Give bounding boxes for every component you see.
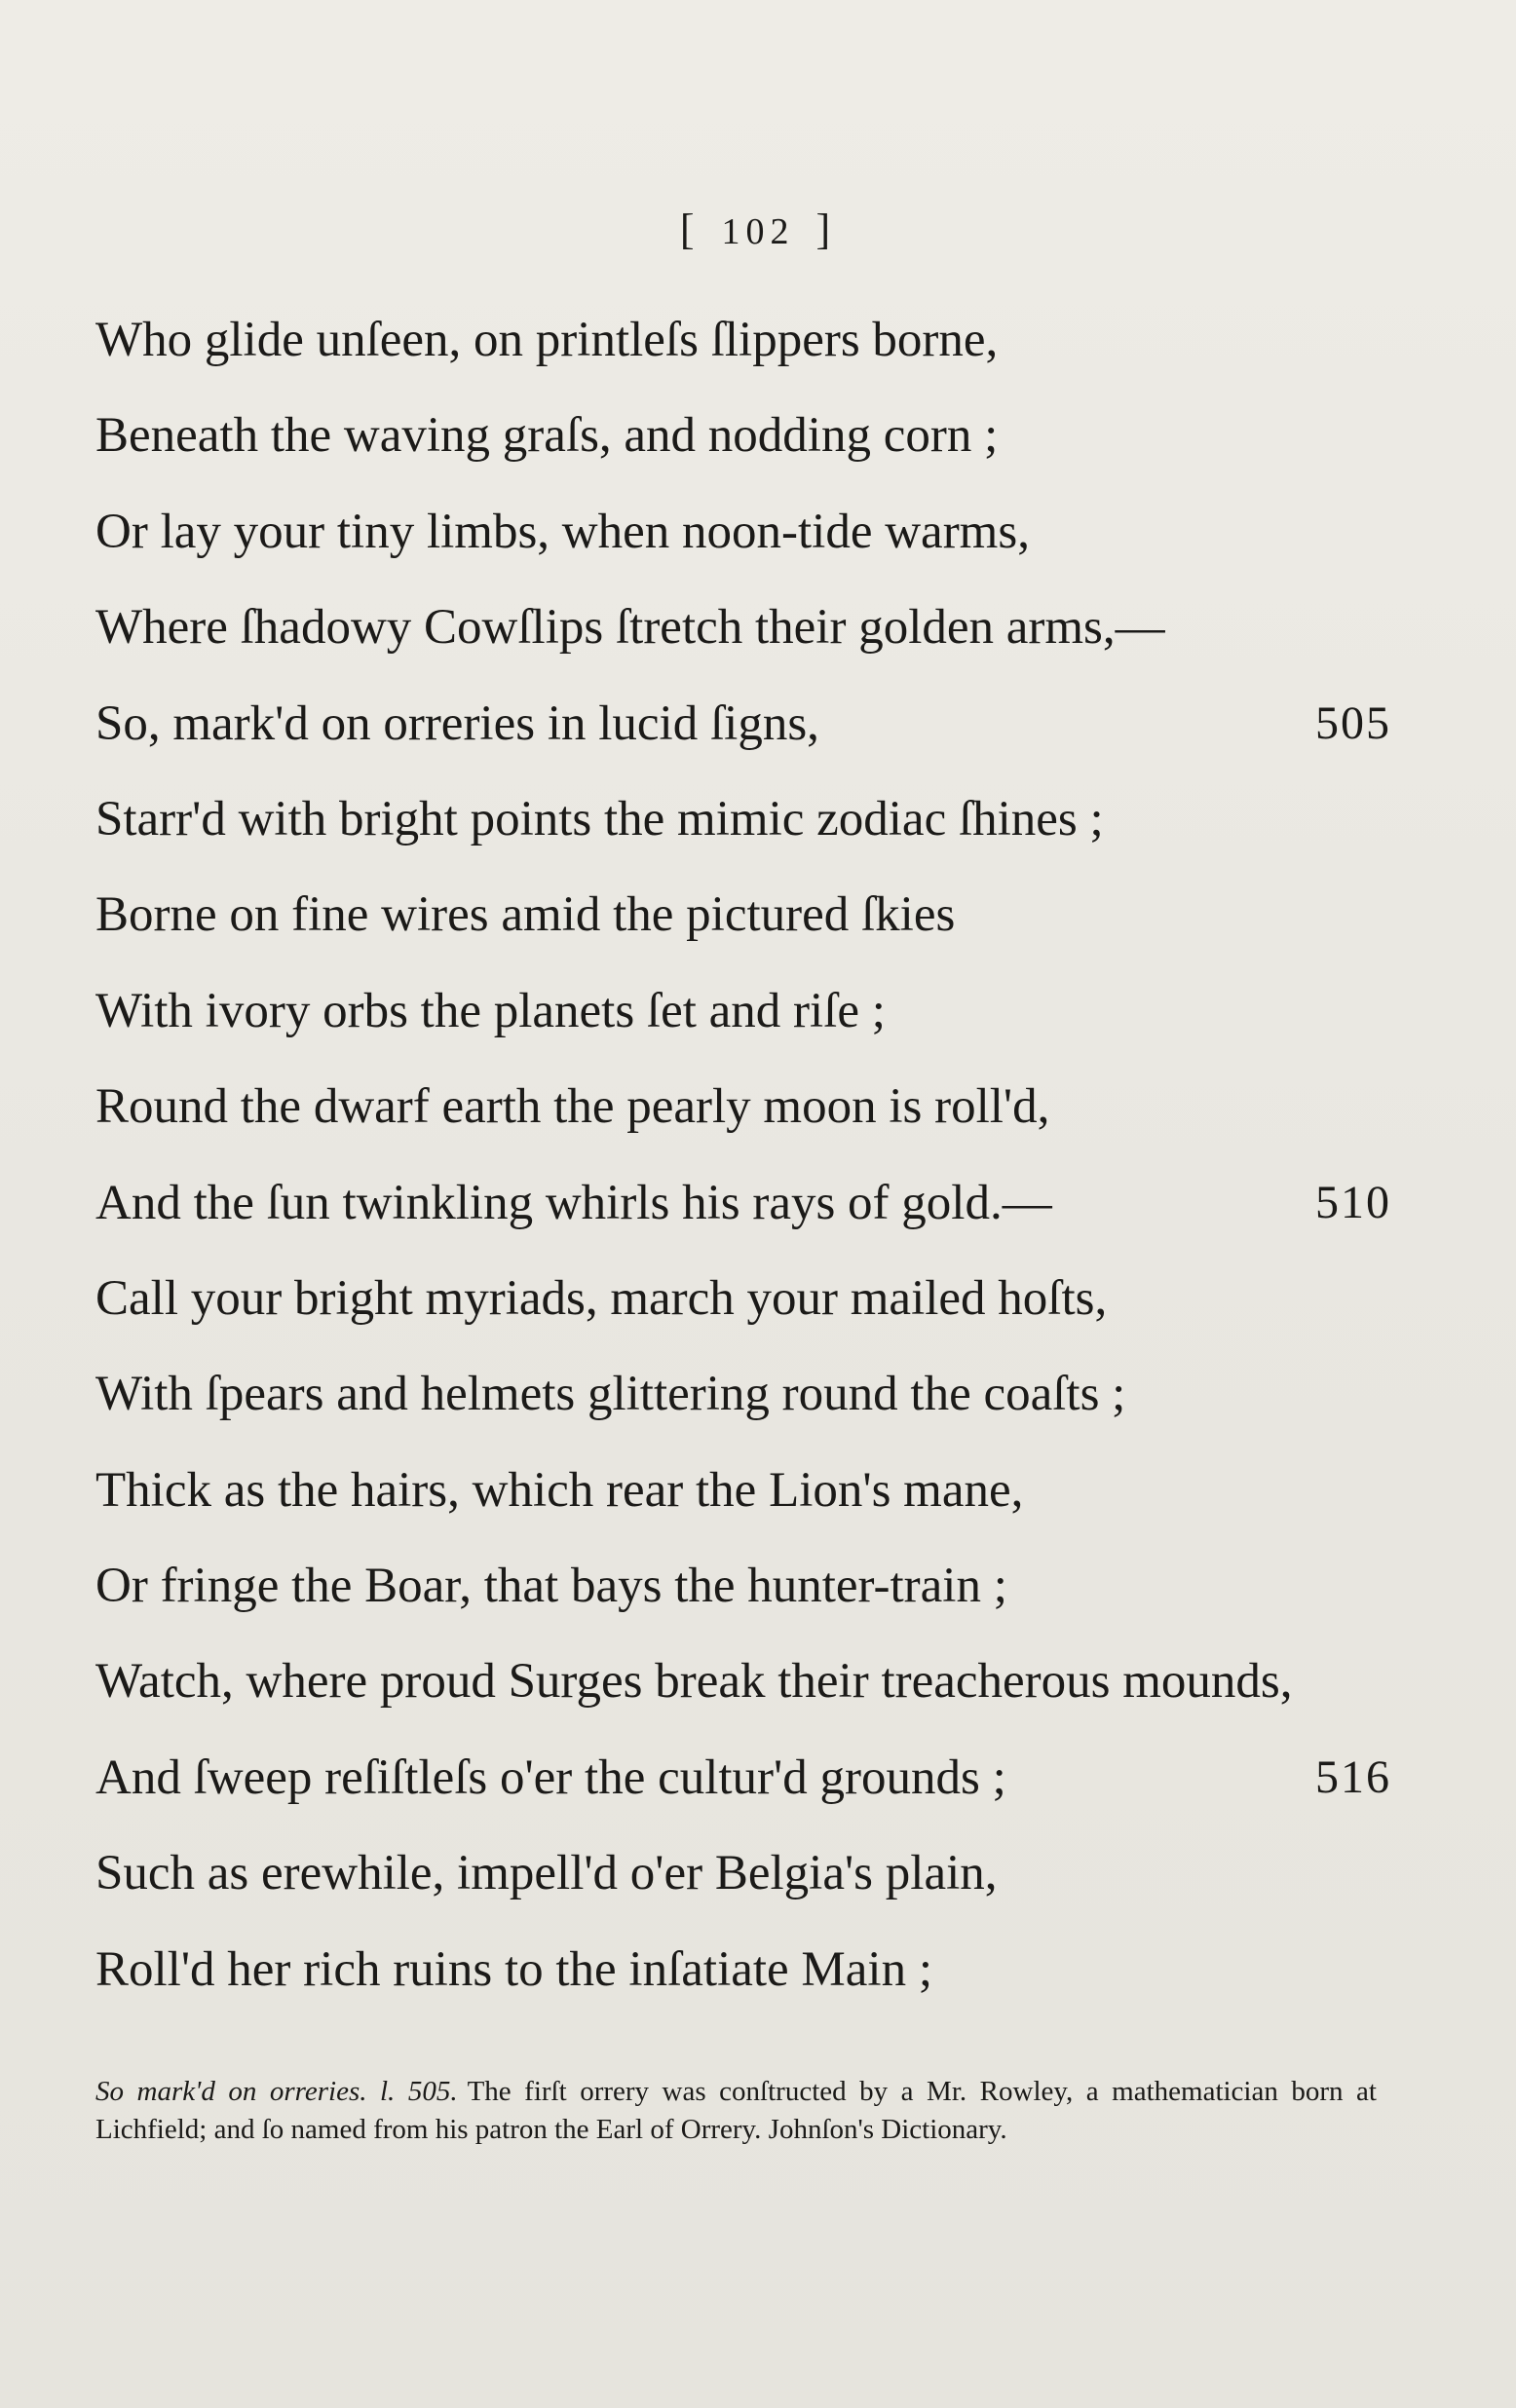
poem-line bbox=[95, 580, 1391, 675]
poem-line bbox=[95, 388, 1391, 483]
poem-line bbox=[95, 676, 1391, 771]
poem-line bbox=[95, 484, 1391, 580]
poem-line-text: Borne on fine wires amid the pictured ſkies bbox=[95, 887, 956, 943]
page-number: 102 bbox=[721, 211, 795, 252]
line-number: 516 bbox=[1315, 1750, 1391, 1803]
poem-line-text: Starr'd with bright points the mimic zodiac ſhines ; bbox=[95, 791, 1104, 847]
poem-line-text: With ſpears and helmets glittering round the coaſts ; bbox=[95, 1367, 1126, 1422]
line-number: 510 bbox=[1315, 1176, 1391, 1228]
poem-line-text: Call your bright myriads, march your mailed hoſts, bbox=[95, 1270, 1108, 1326]
folio-close-bracket: ] bbox=[815, 206, 837, 253]
poem-line-text: And the ſun twinkling whirls his rays of gold.— bbox=[95, 1175, 1052, 1230]
poem-line bbox=[95, 292, 1391, 388]
poem-line-text: Where ſhadowy Cowſlips ſtretch their golden arms,— bbox=[95, 600, 1165, 656]
poem-line-text: Watch, where proud Surges break their treacherous mounds, bbox=[95, 1654, 1293, 1710]
poem-line bbox=[95, 1538, 1391, 1634]
poem-line bbox=[95, 1443, 1391, 1538]
folio-open-bracket: [ bbox=[679, 206, 701, 253]
poem-line bbox=[95, 1155, 1391, 1251]
page-folio bbox=[0, 205, 1516, 254]
poem-line bbox=[95, 963, 1391, 1059]
footnote bbox=[95, 2073, 1377, 2149]
poem-line-text: And ſweep reſiſtleſs o'er the cultur'd grounds ; bbox=[95, 1750, 1006, 1805]
poem-line-text: Who glide unſeen, on printleſs ſlippers borne, bbox=[95, 313, 999, 367]
line-number: 505 bbox=[1315, 696, 1391, 749]
poem-line bbox=[95, 1634, 1391, 1729]
poem-text bbox=[95, 292, 1391, 2017]
poem-line-text: Such as erewhile, impell'd o'er Belgia's plain, bbox=[95, 1846, 998, 1901]
footnote-reference: So mark'd on orreries. l. 505. bbox=[95, 2076, 458, 2107]
poem-line-text: Beneath the waving graſs, and nodding corn ; bbox=[95, 408, 999, 464]
footnote-text: The firſt orrery was conſtructed by a Mr. Rowley, a mathematician born at Lichfield; and ſo named from his patron the Earl of Orrery. Johnſon's Dictionary. bbox=[95, 2076, 1377, 2145]
poem-line-text: Roll'd her rich ruins to the inſatiate Main ; bbox=[95, 1941, 933, 1997]
poem-line bbox=[95, 1346, 1391, 1442]
poem-line-text: Round the dwarf earth the pearly moon is roll'd, bbox=[95, 1079, 1050, 1135]
poem-line bbox=[95, 1825, 1391, 1921]
poem-line bbox=[95, 1730, 1391, 1825]
poem-line-text: With ivory orbs the planets ſet and riſe ; bbox=[95, 983, 886, 1038]
poem-line bbox=[95, 1059, 1391, 1154]
poem-line-text: So, mark'd on orreries in lucid ſigns, bbox=[95, 696, 819, 751]
poem-line bbox=[95, 1251, 1391, 1346]
poem-line-text: Thick as the hairs, which rear the Lion's mane, bbox=[95, 1462, 1024, 1518]
poem-line bbox=[95, 771, 1391, 867]
poem-line bbox=[95, 1922, 1391, 2017]
poem-line-text: Or fringe the Boar, that bays the hunter-train ; bbox=[95, 1559, 1007, 1614]
poem-line-text: Or lay your tiny limbs, when noon-tide warms, bbox=[95, 504, 1030, 559]
poem-line bbox=[95, 867, 1391, 962]
